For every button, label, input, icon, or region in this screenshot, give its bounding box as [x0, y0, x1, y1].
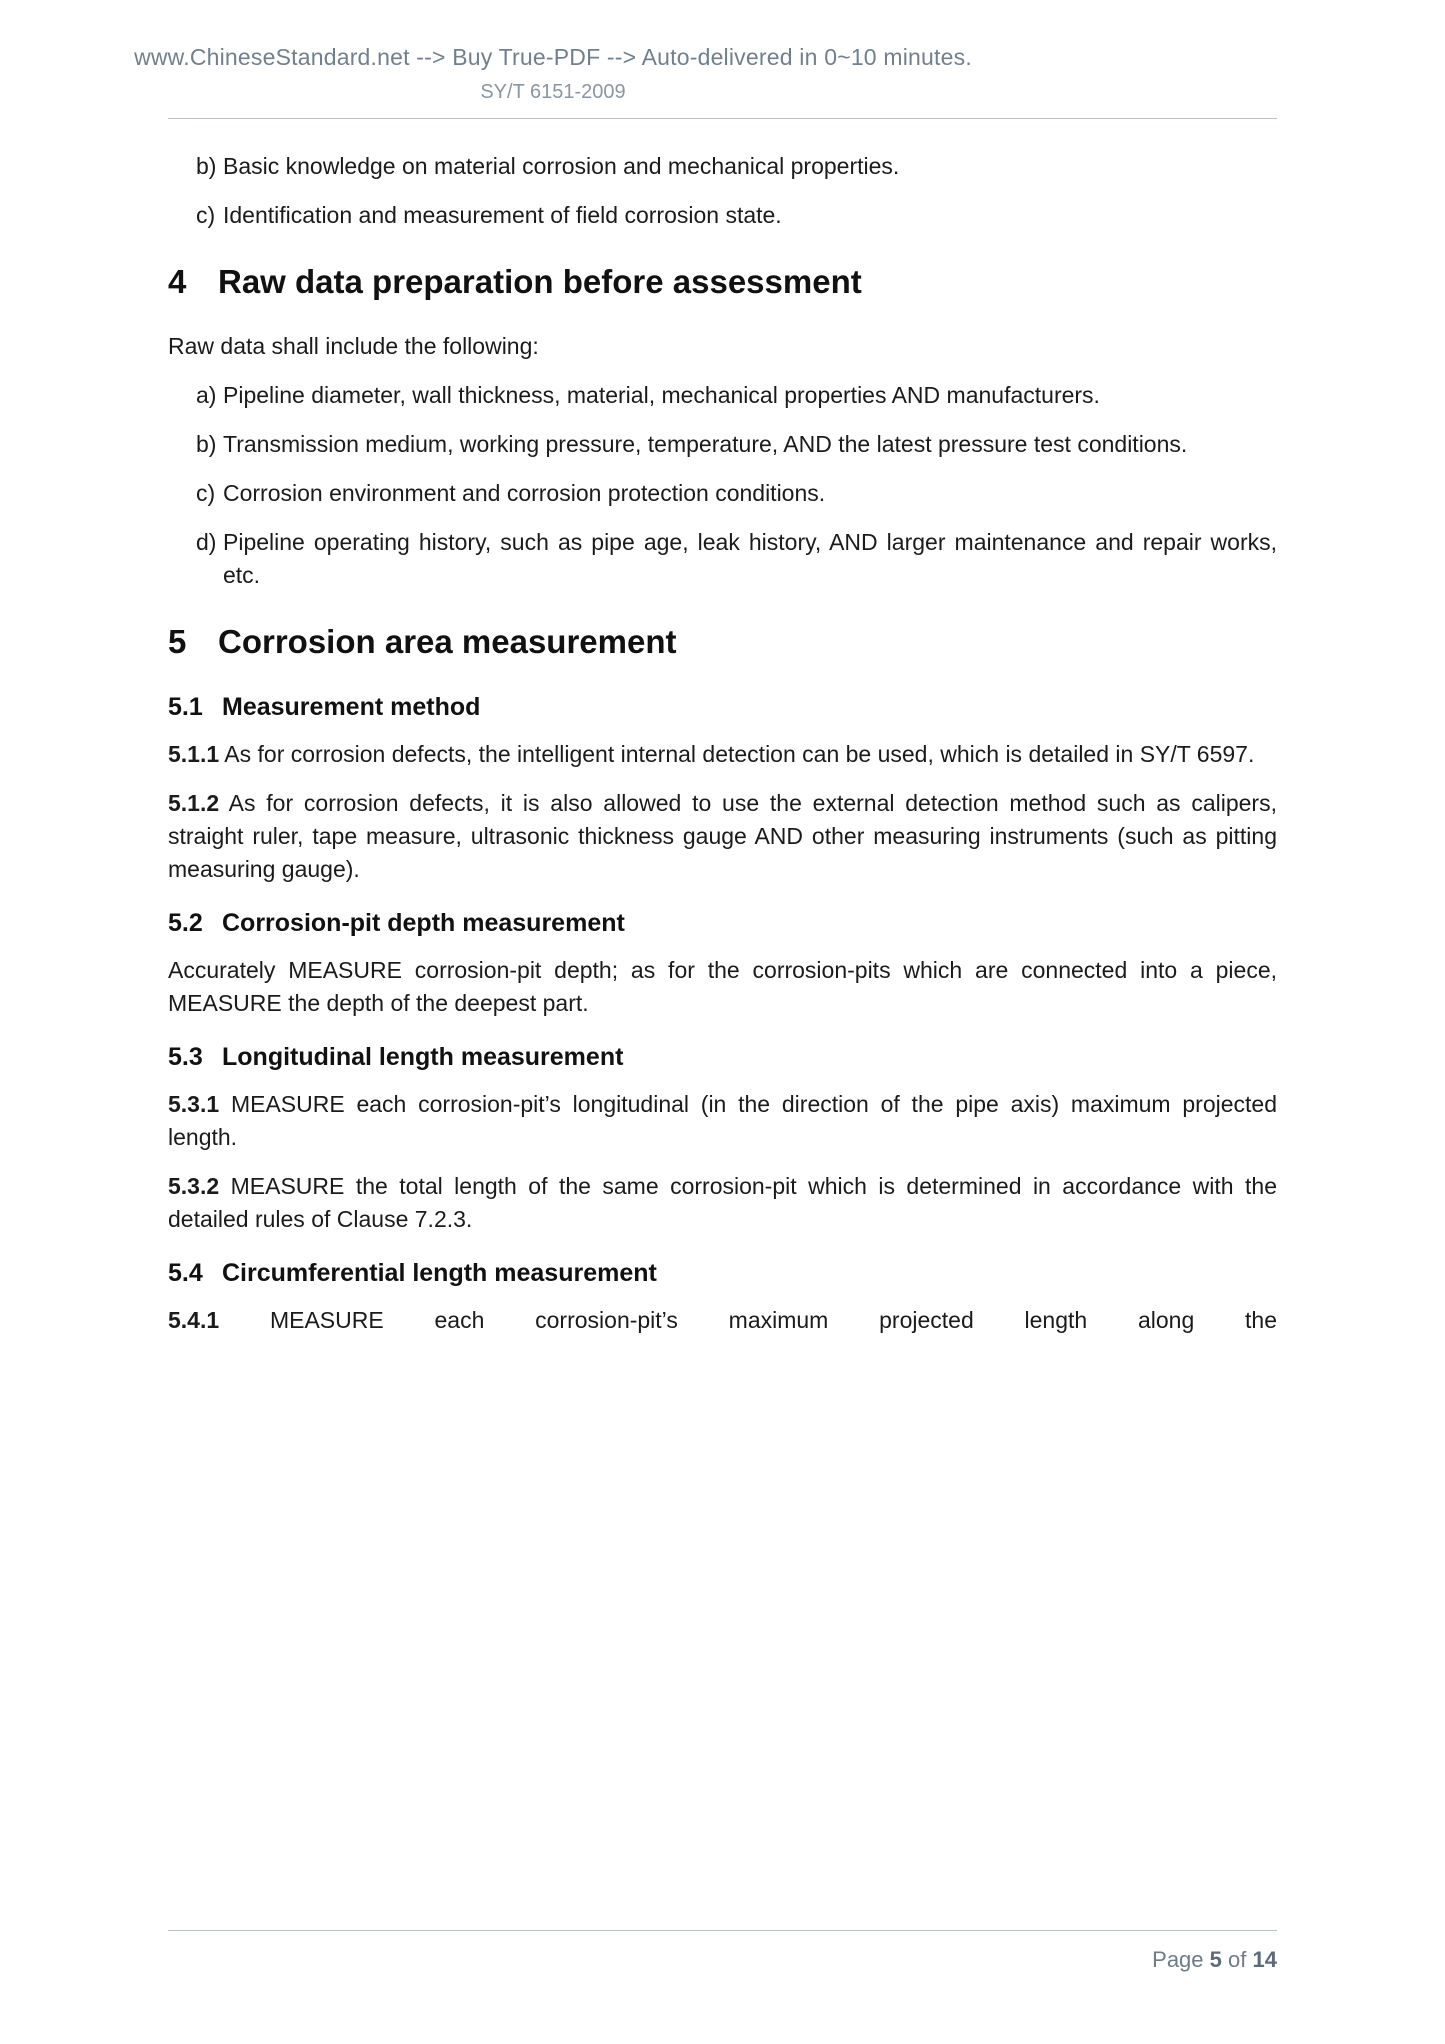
paragraph-5-2-body: Accurately MEASURE corrosion-pit depth; as for the corrosion-pits which are connected into a piece, MEASURE the depth of the deepest part. [168, 957, 1277, 1016]
clause-number: 5.3.2 [168, 1173, 220, 1199]
subsection-title: Measurement method [222, 693, 481, 721]
section-title: Corrosion area measurement [218, 623, 677, 660]
page-footer [168, 1930, 1277, 1973]
page-header [110, 44, 996, 104]
paragraph-5-1-2 [168, 787, 1277, 886]
clause-text: MEASURE each corrosion-pit’s maximum projected length along the [269, 1307, 1278, 1333]
clause-number: 5.3.1 [168, 1091, 220, 1117]
list-marker: c) [196, 480, 216, 506]
section-heading-4 [168, 260, 1277, 304]
subsection-number: 5.1 [168, 693, 203, 721]
of-word: of [1228, 1947, 1247, 1972]
subsection-title: Circumferential length measurement [222, 1259, 657, 1287]
list-text: Identification and measurement of field corrosion state. [223, 202, 782, 228]
subsection-number: 5.4 [168, 1259, 203, 1287]
list-text: Pipeline operating history, such as pipe age, leak history, AND larger maintenance and repair works, etc. [223, 529, 1277, 588]
section-title: Raw data preparation before assessment [218, 263, 862, 300]
footer-divider [168, 1930, 1277, 1931]
clause-number: 5.1.1 [168, 741, 220, 767]
list-text: Basic knowledge on material corrosion and mechanical properties. [223, 153, 900, 179]
subsection-heading-5-2 [168, 906, 1277, 940]
subsection-heading-5-4 [168, 1256, 1277, 1290]
current-page-number: 5 [1209, 1947, 1222, 1972]
list-item-intro-b [196, 150, 1277, 183]
paragraph-5-1-1 [168, 738, 1277, 771]
page-word: Page [1152, 1947, 1204, 1972]
header-divider [168, 118, 1277, 119]
paragraph: Raw data shall include the following: [168, 333, 539, 359]
paragraph-5-3-2 [168, 1170, 1277, 1236]
subsection-title: Longitudinal length measurement [222, 1043, 624, 1071]
page-number-indicator [168, 1947, 1277, 1973]
list-text: Corrosion environment and corrosion protection conditions. [223, 480, 826, 506]
section-number: 4 [168, 263, 187, 300]
clause-text: As for corrosion defects, it is also allowed to use the external detection method such as calipers, straight ruler, tape measure, ultrasonic thickness gauge AND other measuring instruments (such as pitting measuring gauge). [168, 790, 1277, 882]
header-promo-text: www.ChineseStandard.net --> Buy True-PDF --> Auto-delivered in 0~10 minutes. [134, 44, 972, 70]
section-number: 5 [168, 623, 187, 660]
list-marker: b) [196, 153, 217, 179]
list-marker: c) [196, 202, 216, 228]
clause-text: As for corrosion defects, the intelligent internal detection can be used, which is detailed in SY/T 6597. [224, 741, 1255, 767]
clause-number: 5.4.1 [168, 1307, 220, 1333]
clause-number: 5.1.2 [168, 790, 220, 816]
list-marker: d) [196, 529, 217, 555]
subsection-number: 5.2 [168, 909, 203, 937]
subsection-title: Corrosion-pit depth measurement [222, 909, 625, 937]
subsection-heading-5-1 [168, 690, 1277, 724]
list-item-intro-c [196, 199, 1277, 232]
section-heading-5 [168, 620, 1277, 664]
header-doc-code: SY/T 6151-2009 [480, 81, 626, 103]
paragraph-5-4-1 [168, 1304, 1277, 1337]
list-item-4d [196, 526, 1277, 592]
subsection-number: 5.3 [168, 1043, 203, 1071]
list-marker: a) [196, 382, 217, 408]
paragraph-5-3-1 [168, 1088, 1277, 1154]
clause-text: MEASURE each corrosion-pit’s longitudinal (in the direction of the pipe axis) maximum projected length. [168, 1091, 1277, 1150]
list-text: Pipeline diameter, wall thickness, material, mechanical properties AND manufacturers. [223, 382, 1100, 408]
list-item-4a [196, 379, 1277, 412]
list-item-4b [196, 428, 1277, 461]
list-marker: b) [196, 431, 217, 457]
total-page-number: 14 [1252, 1947, 1277, 1972]
document-content [168, 150, 1277, 1353]
clause-text: MEASURE the total length of the same corrosion-pit which is determined in accordance with the detailed rules of Clause 7.2.3. [168, 1173, 1277, 1232]
subsection-heading-5-3 [168, 1040, 1277, 1074]
list-item-4c [196, 477, 1277, 510]
list-text: Transmission medium, working pressure, temperature, AND the latest pressure test conditions. [223, 431, 1188, 457]
